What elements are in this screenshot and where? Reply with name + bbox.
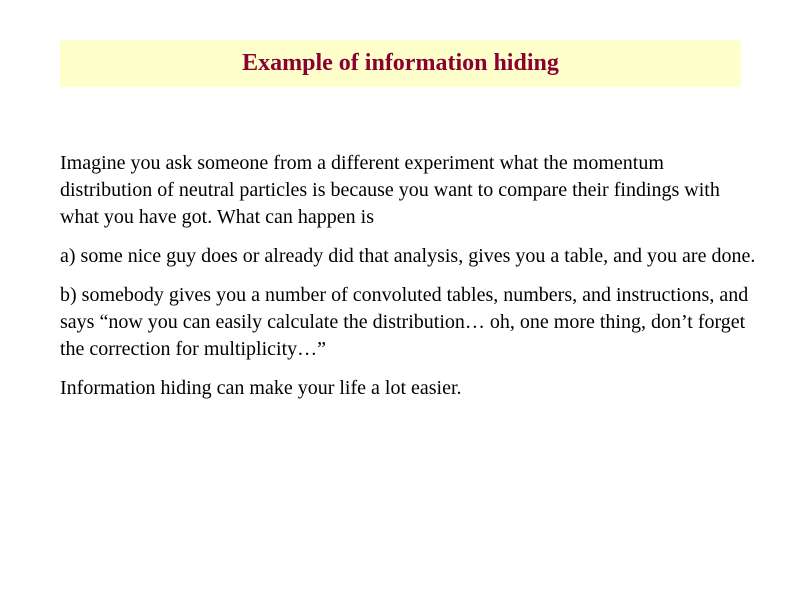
paragraph-option-a: a) some nice guy does or already did that analysis, gives you a table, and you are done. (60, 245, 756, 267)
paragraph-intro: Imagine you ask someone from a different experiment what the momentum distribution of neutral particles is because you want to compare their findings with what you have got. What can happen is (60, 152, 720, 228)
paragraph-conclusion: Information hiding can make your life a lot easier. (60, 377, 462, 399)
paragraph-option-b: b) somebody gives you a number of convoluted tables, numbers, and instructions, and says “now you can easily calculate the distribution… oh, one more thing, don’t forget the correction for multiplicity…” (60, 284, 749, 360)
slide-title: Example of information hiding (242, 49, 559, 76)
title-banner (60, 40, 741, 87)
slide-body (60, 150, 760, 414)
